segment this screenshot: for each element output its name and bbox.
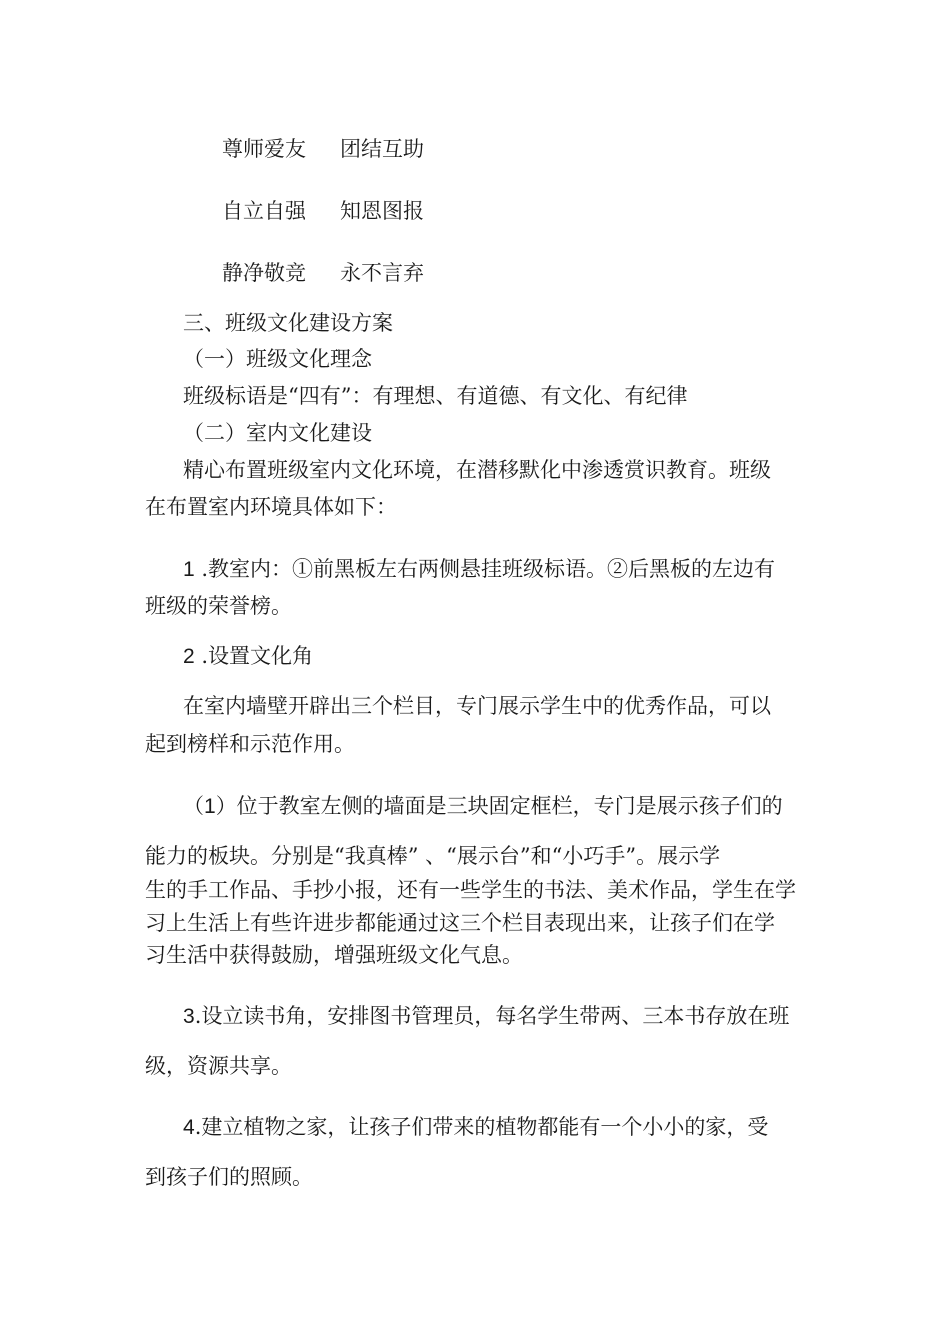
paragraph-line: 在室内墙壁开辟出三个栏目，专门展示学生中的优秀作品，可以 xyxy=(183,694,771,718)
motto-right: 永不言弃 xyxy=(340,261,424,285)
list-number: 4 xyxy=(183,1116,195,1139)
paragraph-line: 能力的板块。分别是“我真棒” 、“展示台”和“小巧手”。展示学 xyxy=(145,844,721,868)
list-number: 1 xyxy=(183,558,195,581)
motto-line xyxy=(222,199,424,223)
motto-right: 团结互助 xyxy=(340,137,424,161)
slogan-text: 班级标语是“四有”：有理想、有道德、有文化、有纪律 xyxy=(183,384,688,408)
list-text: .建立植物之家，让孩子们带来的植物都能有一个小小的家，受 xyxy=(194,1115,769,1139)
list-number: 2 xyxy=(183,645,195,668)
paragraph-line: 到孩子们的照顾。 xyxy=(145,1165,313,1189)
paragraph-line: 起到榜样和示范作用。 xyxy=(145,732,355,756)
motto-line xyxy=(222,137,424,161)
list-text: ）位于教室左侧的墙面是三块固定框栏，专门是展示孩子们的 xyxy=(215,794,783,818)
paragraph-line: 习生活中获得鼓励，增强班级文化气息。 xyxy=(145,943,523,967)
subsection-heading: （一）班级文化理念 xyxy=(183,347,372,371)
subsection-heading: （二）室内文化建设 xyxy=(183,421,372,445)
paragraph-line: 生的手工作品、手抄小报，还有一些学生的书法、美术作品，学生在学 xyxy=(145,878,796,902)
motto-left: 静净敬竞 xyxy=(222,261,306,285)
list-text: .教室内：①前黑板左右两侧悬挂班级标语。②后黑板的左边有 xyxy=(194,557,776,581)
list-item-line xyxy=(183,644,313,669)
list-item-line xyxy=(183,557,775,582)
paragraph-line: 习上生活上有些许进步都能通过这三个栏目表现出来，让孩子们在学 xyxy=(145,911,775,935)
list-number: 1 xyxy=(204,795,216,818)
list-item-line xyxy=(183,1004,789,1029)
list-text: .设置文化角 xyxy=(194,644,314,668)
section-heading: 三、班级文化建设方案 xyxy=(183,311,393,335)
list-text: .设立读书角，安排图书管理员，每名学生带两、三本书存放在班 xyxy=(194,1004,790,1028)
motto-right: 知恩图报 xyxy=(340,199,424,223)
motto-left: 尊师爱友 xyxy=(222,137,306,161)
paren-open: （ xyxy=(183,794,204,818)
motto-left: 自立自强 xyxy=(222,199,306,223)
motto-line xyxy=(222,261,424,285)
paragraph-line: 精心布置班级室内文化环境，在潜移默化中渗透赏识教育。班级 xyxy=(183,458,771,482)
paragraph-line: 级，资源共享。 xyxy=(145,1054,292,1078)
list-item-line xyxy=(183,794,783,819)
list-item-line xyxy=(183,1115,768,1140)
list-number: 3 xyxy=(183,1005,195,1028)
paragraph-line: 班级的荣誉榜。 xyxy=(145,594,292,618)
paragraph-line: 在布置室内环境具体如下： xyxy=(145,495,397,519)
